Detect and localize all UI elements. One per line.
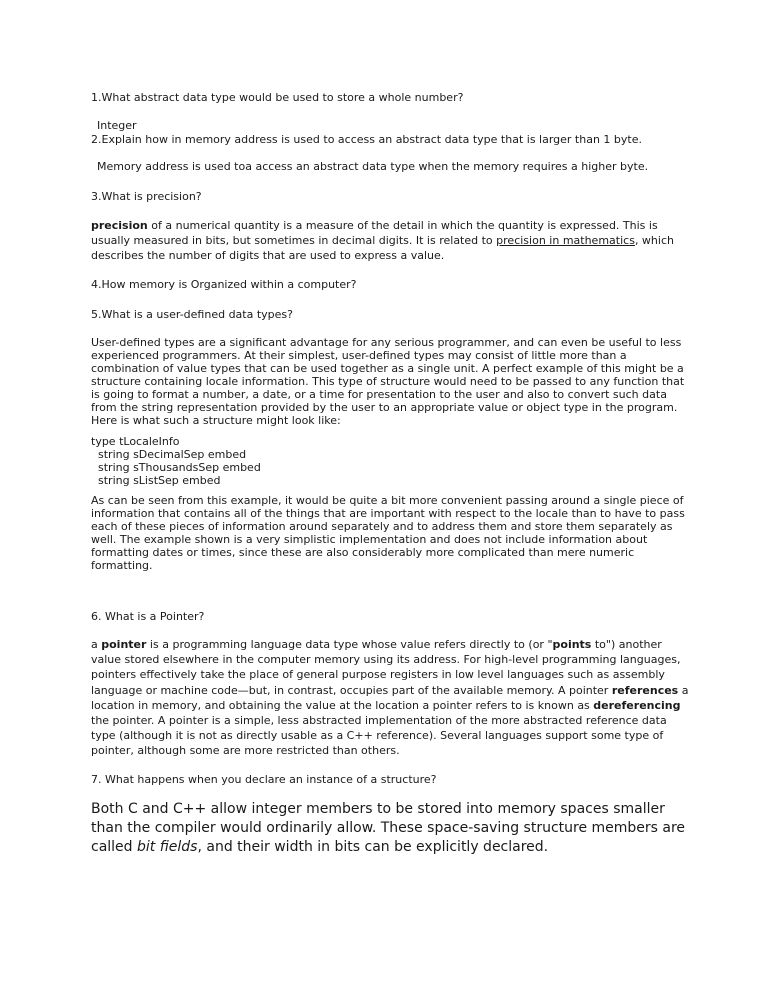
answer-5-paragraph-1: User-defined types are a significant advantage for any serious programmer, and can even be useful to less experienced programmers. At their simplest, user-defined types may consist of little more than a combination of value types that can be used together as a single unit. A perfect example of this might be a structure containing locale information. This type of structure would need to be passed to any function that is going to format a number, a date, or a time for presentation to the user and also to convert such data from the string representation provided by the user to an appropriate value or object type in the program. Here is what such a structure might look like:: [91, 336, 685, 427]
question-1: 1.What abstract data type would be used to store a whole number?: [91, 91, 464, 104]
term-precision: precision: [91, 219, 148, 232]
answer-1: Integer: [97, 119, 137, 132]
term-dereferencing: dereferencing: [593, 698, 681, 712]
answer-6-text: is a programming language data type whose value refers directly to (or ": [146, 638, 553, 651]
answer-7-text-1: Both C and C++ allow integer members to be stored into memory spaces smaller than the compiler would ordinarily allow. These space-saving structure members are called: [91, 801, 686, 855]
term-points: points: [552, 638, 592, 651]
answer-6: [91, 637, 691, 759]
answer-7-text-2: , and their width in bits can be explicitly declared.: [197, 839, 549, 855]
code-line: string sDecimalSep embed: [98, 448, 247, 461]
code-block: [91, 435, 261, 487]
term-pointer: pointer: [101, 638, 147, 651]
question-7: 7. What happens when you declare an instance of a structure?: [91, 773, 437, 786]
precision-in-mathematics-link[interactable]: precision in mathematics: [496, 234, 635, 247]
question-3: 3.What is precision?: [91, 190, 202, 203]
code-line: string sThousandsSep embed: [98, 461, 261, 474]
answer-5-paragraph-2: As can be seen from this example, it would be quite a bit more convenient passing around a single piece of information that contains all of the things that are important with respect to the locale than to have to pass each of these pieces of information around separately and to address them and store them separately as well. The example shown is a very simplistic implementation and does not include information about formatting dates or times, since these are also considerably more complicated than mere numeric formatting.: [91, 494, 685, 572]
answer-7: [91, 800, 691, 857]
question-5: 5.What is a user-defined data types?: [91, 308, 293, 321]
answer-6-text: the pointer. A pointer is a simple, less abstracted implementation of the more abstracted reference data type (although it is not as directly usable as a C++ reference). Several languages support some type of pointer, although some are more restricted than others.: [91, 714, 667, 758]
code-line: type tLocaleInfo: [91, 435, 180, 448]
question-6: 6. What is a Pointer?: [91, 610, 205, 623]
answer-6-text: a: [91, 638, 102, 651]
answer-6-text: to") another value stored elsewhere in the computer memory using its address. For high-level programming languages, pointers effectively take the place of general purpose registers in low level languages such as assembly language or machine code—but, in contrast, occupies part of the available memory. A pointer: [91, 638, 681, 697]
question-4: 4.How memory is Organized within a computer?: [91, 278, 357, 291]
answer-6-text: a location in memory, and obtaining the value at the location a pointer refers to is known as: [91, 683, 689, 712]
term-references: references: [611, 683, 679, 697]
term-bit-fields: bit fields: [137, 839, 198, 855]
answer-3-text-2: , which describes the number of digits that are used to express a value.: [91, 234, 674, 262]
answer-2: Memory address is used toa access an abstract data type when the memory requires a higher byte.: [97, 160, 649, 173]
answer-3-text-1: of a numerical quantity is a measure of the detail in which the quantity is expressed. This is usually measured in bits, but sometimes in decimal digits. It is related to: [91, 219, 658, 247]
code-line: string sListSep embed: [98, 474, 221, 487]
question-2: 2.Explain how in memory address is used to access an abstract data type that is larger than 1 byte.: [91, 133, 642, 146]
answer-3: [91, 218, 691, 263]
